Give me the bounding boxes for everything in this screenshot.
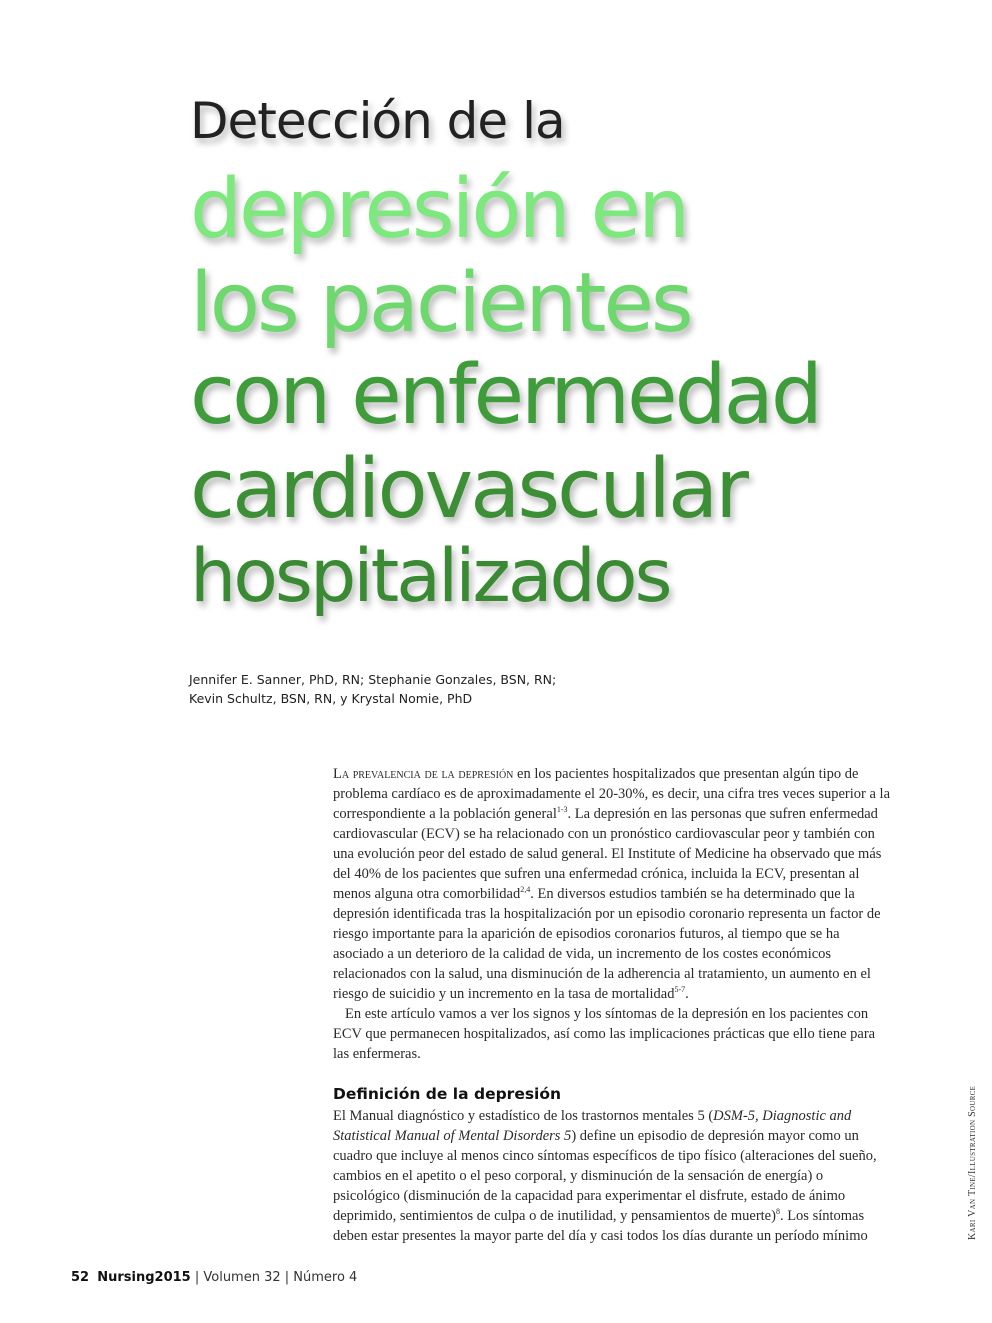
title-line-2: depresión en — [190, 162, 688, 257]
issue-info: | Volumen 32 | Número 4 — [194, 1270, 358, 1285]
intro-paragraph: La prevalencia de la depresión en los pacientes hospitalizados que presentan algún tipo de problema cardíaco es de aproximadamente el 20-30%, es decir, una cifra tres veces superior a la correspondiente a la población general$^{1-3}$. La depresión en las personas que sufren enfermedad cardiovascular (ECV) se ha relacionado con un pronóstico cardiovascular peor y también con una evolución peor del estado de salud general. El Institute of Medicine ha observado que más del 40% de los pacientes que sufren una enfermedad crónica, incluida la ECV, presentan al menos alguna otra comorbilidad$^{2,4}$. En diversos estudios también se ha determinado que la depresión identificada tras la hospitalización por un episodio coronario representa un factor de riesgo importante para la aparición de episodios coronarios futuros, al tiempo que se ha asociado a un deterioro de la calidad de vida, un incremento de los costes económicos relacionados con la salud, una disminución de la adherencia al tratamiento, un aumento en el riesgo de suicidio y un incremento en la tasa de mortalidad$^{5-7}$. — [333, 766, 891, 1002]
section-paragraph: El Manual diagnóstico y estadístico de los trastornos mentales 5 (DSM-5, Diagnostic and Statistical Manual of Mental Disorders 5) define un episodio de depresión mayor como un cuadro que incluye al menos cinco síntomas específicos de tipo físico (alteraciones del sueño, cambios en el apetito o el peso corporal, y disminución de la sensación de energía) o psicológico (disminución de la capacidad para experimentar el disfrute, estado de ánimo deprimido, sentimientos de culpa o de inutilidad, y pensamientos de muerte)$^8$. Los síntomas deben estar presentes la mayor parte del día y casi todos los días durante un período mínimo — [333, 1108, 877, 1244]
illustration-credit: Kari Van Tine/Illustration Source — [967, 1085, 978, 1240]
reference-superscript: 8 — [775, 1207, 780, 1217]
reference-superscript: 5-7 — [674, 985, 686, 995]
page-number: 52 — [71, 1270, 90, 1285]
title-line-5: cardiovascular — [190, 442, 746, 537]
intro-paragraph-2: En este artículo vamos a ver los signos y los síntomas de la depresión en los pacientes con ECV que permanecen hospitalizados, así como las implicaciones prácticas que ello tiene para las enfermeras. — [333, 1006, 876, 1062]
title-line-3: los pacientes — [190, 256, 691, 351]
reference-superscript: 2,4 — [520, 885, 531, 895]
magazine-name: Nursing2015 — [97, 1270, 191, 1285]
lead-in: La prevalencia de la depresión — [333, 766, 514, 782]
author-list — [189, 670, 556, 708]
author-line-1: Jennifer E. Sanner, PhD, RN; Stephanie Gonzales, BSN, RN; — [189, 672, 557, 687]
reference-superscript: 1-3 — [556, 805, 568, 815]
italic-citation: DSM-5, Diagnostic and Statistical Manual of Mental Disorders 5 — [333, 1108, 852, 1144]
title-line-1: Detección de la — [190, 92, 565, 150]
title-line-4: con enfermedad — [190, 348, 820, 443]
section-heading: Definición de la depresión — [333, 1085, 562, 1103]
page-footer — [71, 1270, 357, 1285]
title-line-6: hospitalizados — [190, 534, 670, 619]
author-line-2: Kevin Schultz, BSN, RN, y Krystal Nomie, PhD — [189, 691, 473, 706]
article-body — [333, 764, 893, 1246]
